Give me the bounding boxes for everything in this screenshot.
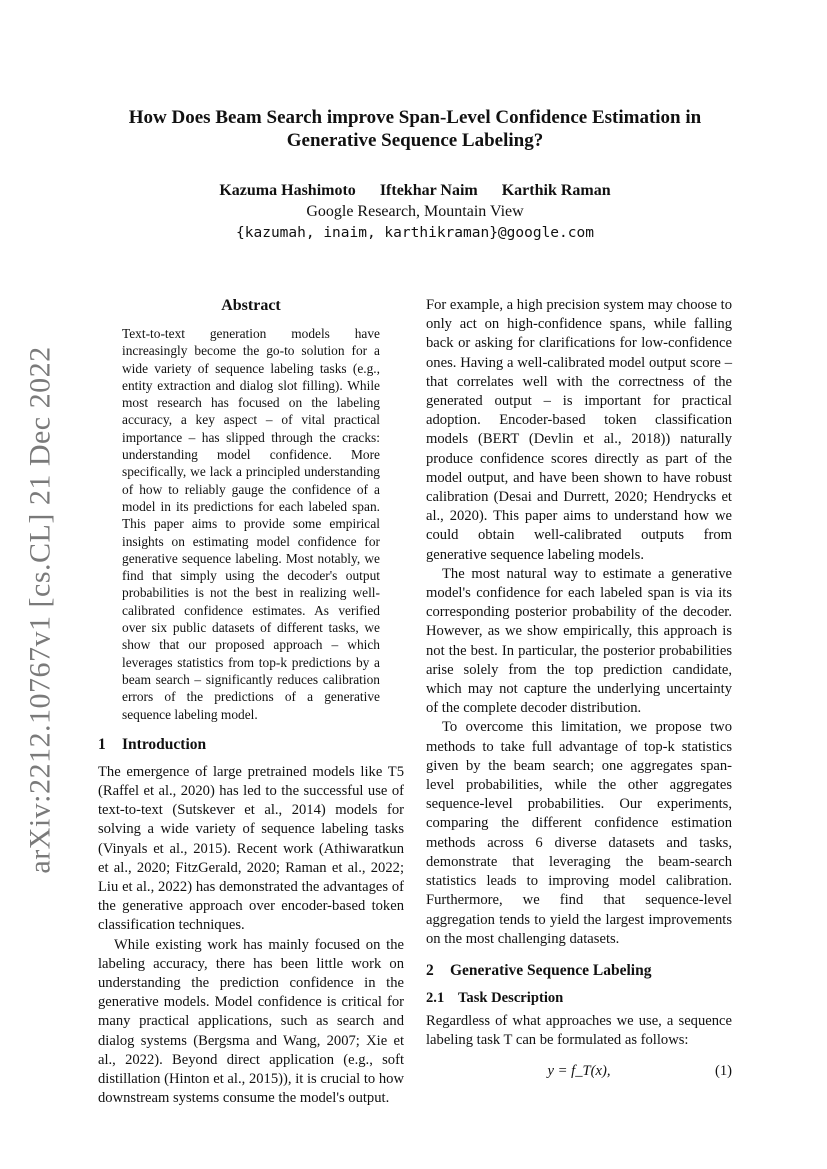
author-name: Iftekhar Naim xyxy=(379,182,478,199)
paragraph: While existing work has mainly focused on the labeling accuracy, there has been little work on understanding the prediction confidence in the generative models. Model confidence is critical for many practical applications, such as search and dialog systems (Bergsma and Wang, 2007; Xie et al., 2022). Beyond direct application (e.g., soft distillation (Hinton et al., 2015)), it is crucial to how downstream systems consume the model's output. xyxy=(98,936,404,1107)
paragraph: For example, a high precision system may choose to only act on high-confidence spans, while falling back or asking for clarifications for low-confidence ones. Having a well-calibrated model output score – that correlates well with the correctness of the generated output – is important for practical adoption. Encoder-based token classification models (BERT (Devlin et al., 2018)) naturally produce confidence scores directly as part of the model output, and have been shown to have robust calibration (Desai and Durrett, 2020; Hendrycks et al., 2020). This paper aims to understand how we could obtain well-calibrated outputs from generative sequence labeling models. xyxy=(426,297,732,563)
left-column xyxy=(98,296,404,1108)
section-title: Generative Sequence Labeling xyxy=(450,961,652,979)
paragraph: The most natural way to estimate a generative model's confidence for each labeled span is via its corresponding posterior probability of the decoder. However, as we show empirically, this approach is not the best. In particular, the posterior probabilities arise solely from the top prediction candidate, which may not capture the underlying uncertainty of the complete decoder distribution. xyxy=(426,565,732,717)
equation-1 xyxy=(426,1062,732,1084)
section-heading-introduction xyxy=(98,735,404,755)
paper-title: How Does Beam Search improve Span-Level Confidence Estimation in Generative Sequence Labeling? xyxy=(128,107,702,151)
subsection-number: 2.1 xyxy=(426,989,445,1006)
arxiv-identifier: arXiv:2212.10767v1 [cs.CL] 21 Dec 2022 xyxy=(24,346,57,874)
paragraph: The emergence of large pretrained models like T5 (Raffel et al., 2020) has led to the successful use of text-to-text (Sutskever et al., 2014) models for solving a wide variety of sequence labeling tasks (Vinyals et al., 2015). Recent work (Athiwaratkun et al., 2020; FitzGerald, 2020; Raman et al., 2022; Liu et al., 2022) has demonstrated the advantages of the generative approach over encoder-based token classification techniques. xyxy=(98,763,404,934)
paragraph: Regardless of what approaches we use, a sequence labeling task T can be formulated as follows: xyxy=(426,1012,732,1049)
author-emails: {kazumah, inaim, karthikraman}@google.com xyxy=(236,225,594,241)
paragraph: To overcome this limitation, we propose two methods to take full advantage of top-k statistics given by the beam search; one aggregates span-level probabilities, while the other aggregates sequence-level probabilities. Our experiments, comparing the different confidence estimation methods across 6 diverse datasets and tasks, demonstrate that leveraging the beam-search statistics leads to improving model calibration. Furthermore, we find that sequence-level aggregation tends to yield the largest improvements on the most challenging datasets. xyxy=(426,719,732,947)
abstract-heading: Abstract xyxy=(221,297,281,314)
subsection-heading-task-description xyxy=(426,989,732,1008)
subsection-title: Task Description xyxy=(458,989,564,1006)
author-name: Kazuma Hashimoto xyxy=(219,182,356,199)
section-title: Introduction xyxy=(122,735,207,753)
affiliation: Google Research, Mountain View xyxy=(306,203,524,220)
section-number: 1 xyxy=(98,735,106,753)
author-name: Karthik Raman xyxy=(501,182,611,199)
abstract-text: Text-to-text generation models have increasingly become the go-to solution for a wide variety of sequence labeling tasks (e.g., entity extraction and dialog slot filling). While most research has focused on the labeling accuracy, a key aspect – of vital practical importance – has slipped through the cracks: understanding model confidence. More specifically, we lack a principled understanding of how to reliably gauge the confidence of a model in its predictions for each labeled span. This paper aims to provide some empirical insights on estimating model confidence for generative sequence labeling. Most notably, we find that simply using the decoder's output probabilities is not the best in realizing well-calibrated confidence estimates. As verified over six public datasets of different tasks, we show that our proposed approach – which leverages statistics from top-k predictions by a beam search – significantly reduces calibration errors of the predictions of a generative sequence labeling model. xyxy=(122,326,380,722)
section-heading-generative-sequence-labeling xyxy=(426,961,732,981)
equation-number: (1) xyxy=(714,1063,732,1080)
author-list xyxy=(100,181,730,201)
section-number: 2 xyxy=(426,961,434,979)
right-column xyxy=(426,296,732,1084)
equation-text: y = f_T(x), xyxy=(547,1063,611,1080)
